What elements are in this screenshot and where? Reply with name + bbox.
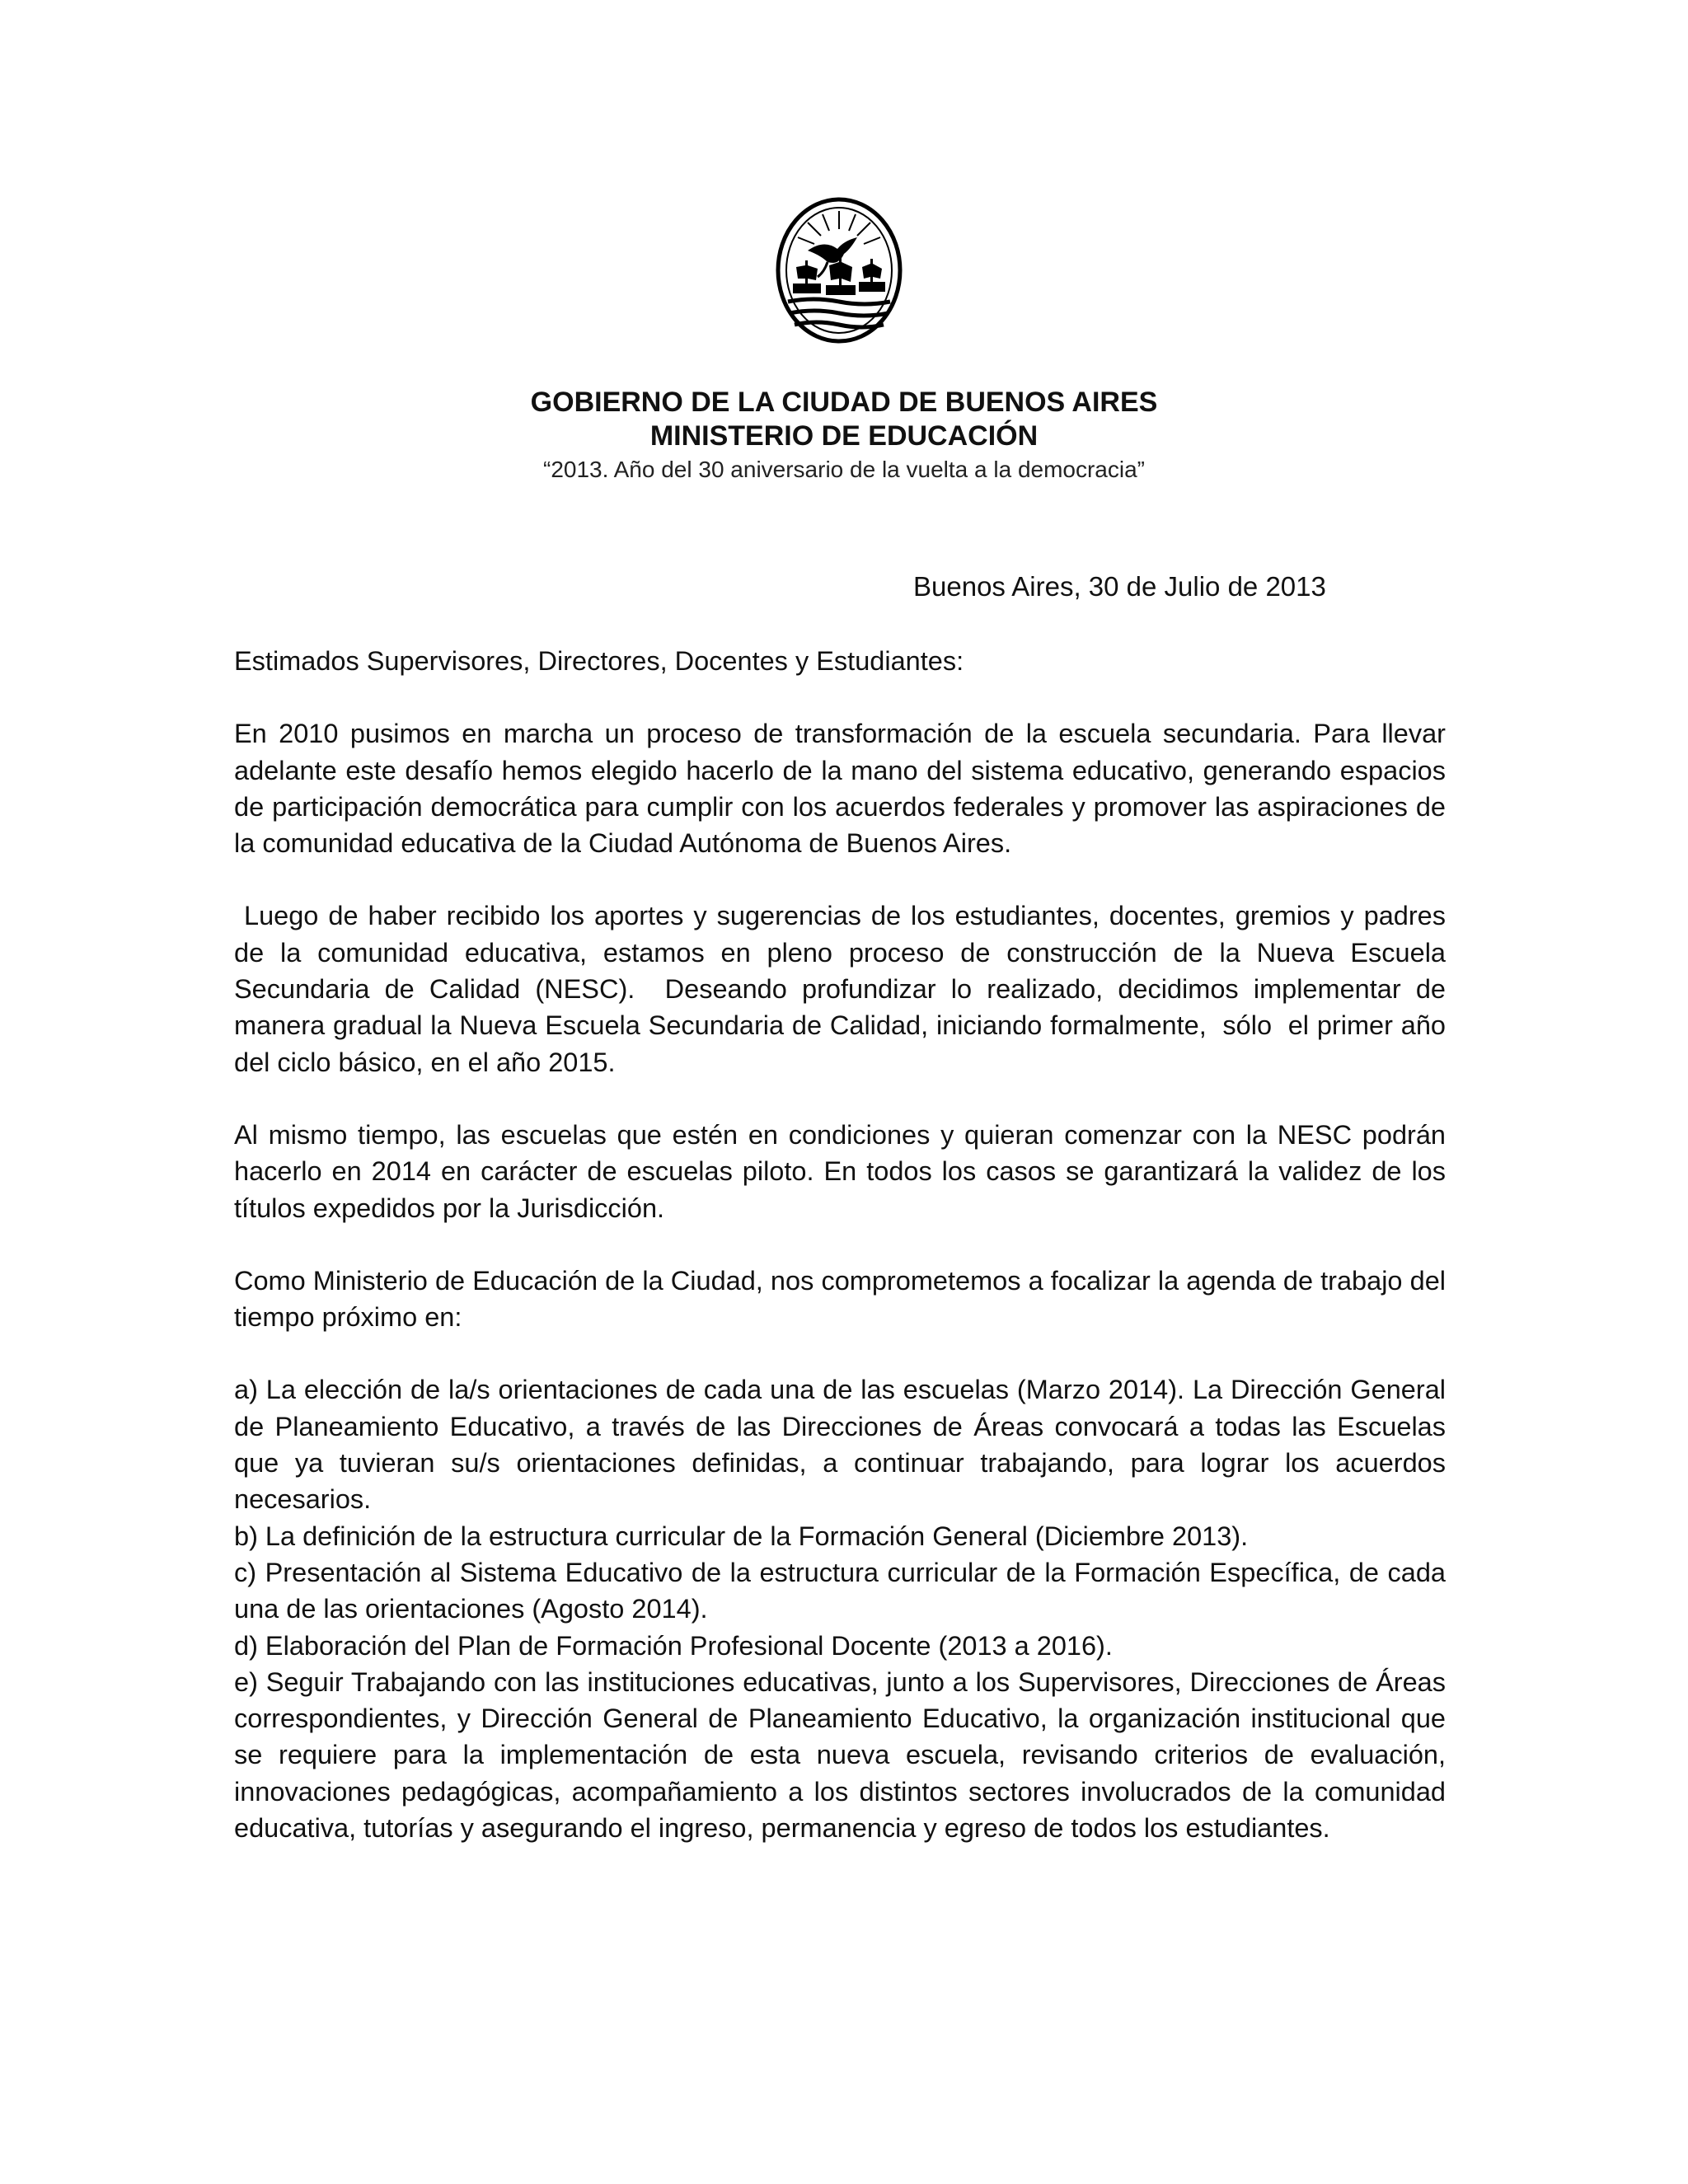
ministry-title: MINISTERIO DE EDUCACIÓN — [649, 420, 1039, 452]
paragraph-2: Luego de haber recibido los aportes y sugerencias de los estudiantes, docentes, gremios y padres de la comunidad educativa, estamos en pleno proceso de construcción de la Nueva Escuela Secundaria de Calidad (NESC). Deseando profundizar lo realizado, decidimos implementar de manera gradual la Nueva Escuela Secundaria de Calidad, iniciando formalmente, sólo el primer año del ciclo básico, en el año 2015. — [234, 901, 1454, 1077]
paragraph-3: Al mismo tiempo, las escuelas que estén en condiciones y quieran comenzar con la NESC podrán hacerlo en 2014 en carácter de escuelas piloto. En todos los casos se garantizará la validez de los títulos expedidos por la Jurisdicción. — [234, 1119, 1446, 1223]
agenda-item-e: e) Seguir Trabajando con las instituciones educativas, junto a los Supervisores, Direcciones de Áreas correspondientes, y Dirección General de Planeamiento Educativo, la organización institucional que se requiere para la implementación de esta nueva escuela, revisando criterios de evaluación, innovaciones pedagógicas, acompañamiento a los distintos sectores involucrados de la comunidad educativa, tutorías y asegurando el ingreso, permanencia y egreso de todos los estudiantes. — [234, 1666, 1446, 1844]
paragraph-4: Como Ministerio de Educación de la Ciudad, nos comprometemos a focalizar la agenda de trabajo del tiempo próximo en: — [234, 1265, 1446, 1333]
year-motto: “2013. Año del 30 aniversario de la vuelta a la democracia” — [543, 457, 1145, 482]
paragraph-1: En 2010 pusimos en marcha un proceso de transformación de la escuela secundaria. Para llevar adelante este desafío hemos elegido hacerlo de la mano del sistema educativo, generando espacios de participación democrática para cumplir con los acuerdos federales y promover las aspiraciones de la comunidad educativa de la Ciudad Autónoma de Buenos Aires. — [234, 719, 1446, 859]
government-title: GOBIERNO DE LA CIUDAD DE BUENOS AIRES — [530, 387, 1158, 418]
city-coat-of-arms — [775, 196, 903, 344]
agenda-item-c: c) Presentación al Sistema Educativo de la estructura curricular de la Formación Específica, de cada una de las orientaciones (Agosto 2014). — [234, 1557, 1446, 1624]
letter-date: Buenos Aires, 30 de Julio de 2013 — [913, 571, 1326, 602]
salutation: Estimados Supervisores, Directores, Docentes y Estudiantes: — [234, 646, 964, 676]
agenda-item-b: b) La definición de la estructura curricular de la Formación General (Diciembre 2013). — [234, 1521, 1249, 1551]
agenda-item-d: d) Elaboración del Plan de Formación Profesional Docente (2013 a 2016). — [234, 1630, 1113, 1661]
letter-body — [234, 643, 1454, 1846]
agenda-item-a: a) La elección de la/s orientaciones de cada una de las escuelas (Marzo 2014). La Dirección General de Planeamiento Educativo, a través de las Direcciones de Áreas convocará a todas las Escuelas que ya tuvieran su/s orientaciones definidas, a continuar trabajando, para lograr los acuerdos necesarios. — [234, 1375, 1446, 1515]
